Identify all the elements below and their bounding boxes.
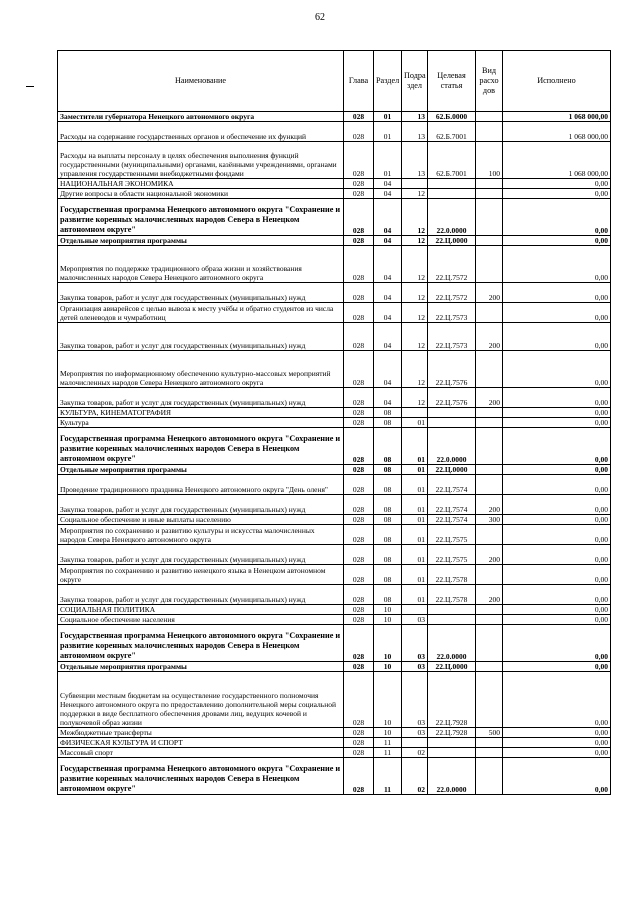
row-target: 22.Ц.7575	[428, 545, 476, 565]
row-name: Закупка товаров, работ и услуг для государственных (муниципальных) нужд	[58, 283, 344, 303]
row-target: 62.Б.7001	[428, 142, 476, 179]
row-executed: 0,00	[503, 428, 611, 465]
row-chapter: 028	[344, 323, 374, 351]
row-target: 22.Ц.7574	[428, 475, 476, 495]
budget-execution-table	[57, 50, 611, 795]
row-executed: 0,00	[503, 585, 611, 605]
row-chapter: 028	[344, 625, 374, 662]
row-type: 200	[476, 323, 503, 351]
row-section: 10	[374, 662, 402, 672]
row-executed: 0,00	[503, 565, 611, 585]
row-subsection	[402, 738, 428, 748]
table-row	[58, 672, 611, 728]
row-subsection: 12	[402, 388, 428, 408]
row-chapter: 028	[344, 758, 374, 795]
table-row	[58, 189, 611, 199]
table-row	[58, 465, 611, 475]
row-target	[428, 179, 476, 189]
row-chapter: 028	[344, 672, 374, 728]
row-target: 62.Б.0000	[428, 112, 476, 122]
row-target: 22.0.0000	[428, 199, 476, 236]
row-executed: 0,00	[503, 475, 611, 495]
row-executed: 0,00	[503, 728, 611, 738]
row-name: Государственная программа Ненецкого автономного округа "Сохранение и развитие коренных малочисленных народов Севера в Ненецком автономном округе"	[58, 758, 344, 795]
table-row	[58, 388, 611, 408]
row-target: 22.Ц.7576	[428, 388, 476, 408]
table-row	[58, 738, 611, 748]
row-name: Закупка товаров, работ и услуг для государственных (муниципальных) нужд	[58, 388, 344, 408]
row-target	[428, 748, 476, 758]
row-executed: 0,00	[503, 323, 611, 351]
row-subsection: 02	[402, 758, 428, 795]
row-type: 500	[476, 728, 503, 738]
row-type	[476, 351, 503, 388]
row-subsection: 01	[402, 525, 428, 545]
row-section: 11	[374, 758, 402, 795]
row-subsection: 03	[402, 728, 428, 738]
row-section: 08	[374, 475, 402, 495]
row-executed: 0,00	[503, 303, 611, 323]
row-target: 22.Ц.0000	[428, 465, 476, 475]
row-name: Культура	[58, 418, 344, 428]
row-name: Мероприятия по поддержке традиционного образа жизни и хозяйствования малочисленных народов Севера Ненецкого автономного округа	[58, 246, 344, 283]
row-target: 22.Ц.7573	[428, 303, 476, 323]
row-section: 01	[374, 122, 402, 142]
row-executed: 0,00	[503, 545, 611, 565]
row-type	[476, 625, 503, 662]
row-chapter: 028	[344, 303, 374, 323]
row-section: 08	[374, 565, 402, 585]
row-executed: 0,00	[503, 495, 611, 515]
row-type: 200	[476, 585, 503, 605]
row-section: 01	[374, 142, 402, 179]
table-row	[58, 408, 611, 418]
table-row	[58, 515, 611, 525]
row-type: 200	[476, 388, 503, 408]
row-section: 08	[374, 428, 402, 465]
row-subsection: 03	[402, 662, 428, 672]
row-type	[476, 615, 503, 625]
row-subsection: 01	[402, 495, 428, 515]
row-section: 04	[374, 283, 402, 303]
table-row	[58, 351, 611, 388]
table-row	[58, 142, 611, 179]
row-executed: 1 068 000,00	[503, 112, 611, 122]
row-type	[476, 738, 503, 748]
row-subsection	[402, 179, 428, 189]
row-type	[476, 475, 503, 495]
header-executed: Исполнено	[503, 51, 611, 112]
table-row	[58, 283, 611, 303]
row-chapter: 028	[344, 662, 374, 672]
row-executed: 0,00	[503, 199, 611, 236]
row-section: 04	[374, 351, 402, 388]
row-subsection	[402, 605, 428, 615]
row-executed: 0,00	[503, 525, 611, 545]
row-chapter: 028	[344, 388, 374, 408]
row-section: 10	[374, 625, 402, 662]
row-section: 04	[374, 246, 402, 283]
row-name: Государственная программа Ненецкого автономного округа "Сохранение и развитие коренных малочисленных народов Севера в Ненецком автономном округе"	[58, 428, 344, 465]
row-section: 10	[374, 615, 402, 625]
row-name: Отдельные мероприятия программы	[58, 662, 344, 672]
row-subsection: 02	[402, 748, 428, 758]
row-subsection: 01	[402, 465, 428, 475]
row-type	[476, 246, 503, 283]
row-name: Государственная программа Ненецкого автономного округа "Сохранение и развитие коренных малочисленных народов Севера в Ненецком автономном округе"	[58, 625, 344, 662]
row-section: 11	[374, 748, 402, 758]
row-name: Отдельные мероприятия программы	[58, 236, 344, 246]
header-subsection: Подра здел	[402, 51, 428, 112]
table-row	[58, 728, 611, 738]
header-chapter: Глава	[344, 51, 374, 112]
row-subsection: 03	[402, 672, 428, 728]
row-name: Организация авиарейсов с целью вывоза к месту учёбы и обратно студентов из числа детей оленеводов и чумработниц	[58, 303, 344, 323]
row-name: Отдельные мероприятия программы	[58, 465, 344, 475]
row-executed: 0,00	[503, 615, 611, 625]
row-name: Закупка товаров, работ и услуг для государственных (муниципальных) нужд	[58, 585, 344, 605]
row-chapter: 028	[344, 515, 374, 525]
row-chapter: 028	[344, 179, 374, 189]
row-executed: 0,00	[503, 236, 611, 246]
row-name: Закупка товаров, работ и услуг для государственных (муниципальных) нужд	[58, 323, 344, 351]
row-chapter: 028	[344, 748, 374, 758]
table-row	[58, 758, 611, 795]
row-name: Мероприятия по сохранению и развитию культуры и искусства малочисленных народов Севера Ненецкого автономного округа	[58, 525, 344, 545]
row-chapter: 028	[344, 408, 374, 418]
row-name: Проведение традиционного праздника Ненецкого автономного округа "День оленя"	[58, 475, 344, 495]
row-executed: 0,00	[503, 418, 611, 428]
row-type	[476, 179, 503, 189]
row-executed: 0,00	[503, 465, 611, 475]
row-executed: 0,00	[503, 662, 611, 672]
row-section: 08	[374, 495, 402, 515]
row-subsection: 01	[402, 418, 428, 428]
row-section: 04	[374, 236, 402, 246]
table-row	[58, 615, 611, 625]
row-target: 62.Б.7001	[428, 122, 476, 142]
table-row	[58, 112, 611, 122]
row-executed: 0,00	[503, 625, 611, 662]
row-subsection: 13	[402, 122, 428, 142]
row-name: Другие вопросы в области национальной экономики	[58, 189, 344, 199]
row-type	[476, 418, 503, 428]
row-chapter: 028	[344, 418, 374, 428]
row-target	[428, 418, 476, 428]
row-section: 04	[374, 303, 402, 323]
row-target: 22.Ц.7578	[428, 565, 476, 585]
row-executed: 0,00	[503, 758, 611, 795]
row-chapter: 028	[344, 475, 374, 495]
table-row	[58, 545, 611, 565]
row-type	[476, 189, 503, 199]
row-subsection: 01	[402, 565, 428, 585]
row-type: 200	[476, 283, 503, 303]
row-section: 04	[374, 388, 402, 408]
row-subsection: 12	[402, 303, 428, 323]
table-row	[58, 748, 611, 758]
row-type	[476, 112, 503, 122]
row-executed: 0,00	[503, 189, 611, 199]
row-type: 100	[476, 142, 503, 179]
row-chapter: 028	[344, 525, 374, 545]
row-chapter: 028	[344, 585, 374, 605]
table-row	[58, 565, 611, 585]
row-type	[476, 236, 503, 246]
row-executed: 0,00	[503, 605, 611, 615]
row-target: 22.Ц.7928	[428, 672, 476, 728]
row-chapter: 028	[344, 428, 374, 465]
table-row	[58, 625, 611, 662]
row-name: Субвенции местным бюджетам на осуществление государственного полномочия Ненецкого автономного округа по предоставлению дополнительной меры социальной поддержки в виде бесплатного обеспечения дровами лиц, ведущих кочевой и полукочевой образ жизни	[58, 672, 344, 728]
row-target	[428, 615, 476, 625]
row-type	[476, 408, 503, 418]
row-name: Социальное обеспечение населения	[58, 615, 344, 625]
row-name: Массовый спорт	[58, 748, 344, 758]
row-type	[476, 605, 503, 615]
row-subsection: 01	[402, 428, 428, 465]
table-row	[58, 122, 611, 142]
header-section: Раздел	[374, 51, 402, 112]
margin-mark	[26, 86, 34, 87]
row-target: 22.Ц.7576	[428, 351, 476, 388]
row-section: 08	[374, 465, 402, 475]
row-name: Мероприятия по сохранению и развитию ненецкого языка в Ненецком автономном округе	[58, 565, 344, 585]
row-section: 08	[374, 515, 402, 525]
header-name: Наименование	[58, 51, 344, 112]
row-chapter: 028	[344, 605, 374, 615]
row-chapter: 028	[344, 189, 374, 199]
row-target: 22.0.0000	[428, 758, 476, 795]
row-section: 08	[374, 545, 402, 565]
row-subsection: 12	[402, 189, 428, 199]
row-subsection: 01	[402, 585, 428, 605]
page-number: 62	[315, 12, 325, 23]
row-section: 08	[374, 418, 402, 428]
row-name: ФИЗИЧЕСКАЯ КУЛЬТУРА И СПОРТ	[58, 738, 344, 748]
row-name: Социальное обеспечение и иные выплаты населению	[58, 515, 344, 525]
row-section: 10	[374, 605, 402, 615]
row-section: 10	[374, 728, 402, 738]
row-target: 22.Ц.7572	[428, 283, 476, 303]
row-chapter: 028	[344, 565, 374, 585]
row-target: 22.Ц.7578	[428, 585, 476, 605]
table-row	[58, 246, 611, 283]
row-section: 04	[374, 199, 402, 236]
row-type: 300	[476, 515, 503, 525]
row-subsection: 01	[402, 545, 428, 565]
row-section: 11	[374, 738, 402, 748]
row-target	[428, 408, 476, 418]
row-chapter: 028	[344, 199, 374, 236]
row-type	[476, 748, 503, 758]
row-executed: 0,00	[503, 408, 611, 418]
row-target: 22.Ц.7574	[428, 515, 476, 525]
row-chapter: 028	[344, 122, 374, 142]
row-target: 22.Ц.7928	[428, 728, 476, 738]
row-chapter: 028	[344, 283, 374, 303]
row-executed: 0,00	[503, 748, 611, 758]
row-type	[476, 662, 503, 672]
row-subsection: 03	[402, 625, 428, 662]
row-section: 04	[374, 189, 402, 199]
row-name: СОЦИАЛЬНАЯ ПОЛИТИКА	[58, 605, 344, 615]
row-target	[428, 738, 476, 748]
row-chapter: 028	[344, 246, 374, 283]
table-row	[58, 475, 611, 495]
row-type: 200	[476, 495, 503, 515]
row-executed: 0,00	[503, 246, 611, 283]
table-row	[58, 585, 611, 605]
table-row	[58, 495, 611, 515]
table-row	[58, 179, 611, 189]
row-target: 22.Ц.7574	[428, 495, 476, 515]
row-section: 04	[374, 179, 402, 189]
row-name: Государственная программа Ненецкого автономного округа "Сохранение и развитие коренных малочисленных народов Севера в Ненецком автономном округе"	[58, 199, 344, 236]
row-chapter: 028	[344, 738, 374, 748]
table-row	[58, 662, 611, 672]
row-name: НАЦИОНАЛЬНАЯ ЭКОНОМИКА	[58, 179, 344, 189]
row-chapter: 028	[344, 728, 374, 738]
row-section: 04	[374, 323, 402, 351]
row-executed: 0,00	[503, 672, 611, 728]
row-type	[476, 758, 503, 795]
header-expense-type: Вид расхо дов	[476, 51, 503, 112]
row-name: Межбюджетные трансферты	[58, 728, 344, 738]
row-type	[476, 199, 503, 236]
row-name: Закупка товаров, работ и услуг для государственных (муниципальных) нужд	[58, 545, 344, 565]
row-chapter: 028	[344, 495, 374, 515]
row-section: 08	[374, 585, 402, 605]
row-subsection	[402, 408, 428, 418]
row-subsection: 12	[402, 323, 428, 351]
row-type	[476, 565, 503, 585]
row-chapter: 028	[344, 615, 374, 625]
row-target	[428, 605, 476, 615]
row-target: 22.Ц.7572	[428, 246, 476, 283]
row-section: 01	[374, 112, 402, 122]
row-chapter: 028	[344, 351, 374, 388]
row-section: 10	[374, 672, 402, 728]
row-target	[428, 189, 476, 199]
row-subsection: 13	[402, 142, 428, 179]
table-row	[58, 418, 611, 428]
row-type: 200	[476, 545, 503, 565]
row-type	[476, 465, 503, 475]
row-executed: 1 068 000,00	[503, 142, 611, 179]
table-row	[58, 303, 611, 323]
row-section: 08	[374, 525, 402, 545]
table-row	[58, 199, 611, 236]
row-subsection: 12	[402, 199, 428, 236]
row-name: Мероприятия по информационному обеспечению культурно-массовых мероприятий малочисленных народов Севера Ненецкого автономного округа	[58, 351, 344, 388]
row-subsection: 13	[402, 112, 428, 122]
row-section: 08	[374, 408, 402, 418]
row-subsection: 01	[402, 475, 428, 495]
row-subsection: 12	[402, 246, 428, 283]
row-type	[476, 672, 503, 728]
row-target: 22.Ц.7575	[428, 525, 476, 545]
row-chapter: 028	[344, 236, 374, 246]
row-type	[476, 303, 503, 323]
row-target: 22.Ц.0000	[428, 662, 476, 672]
row-type	[476, 122, 503, 142]
row-chapter: 028	[344, 142, 374, 179]
row-name: Закупка товаров, работ и услуг для государственных (муниципальных) нужд	[58, 495, 344, 515]
row-chapter: 028	[344, 545, 374, 565]
row-executed: 0,00	[503, 515, 611, 525]
table-row	[58, 428, 611, 465]
table-row	[58, 605, 611, 615]
row-type	[476, 428, 503, 465]
row-chapter: 028	[344, 465, 374, 475]
row-executed: 0,00	[503, 179, 611, 189]
header-target-article: Целевая статья	[428, 51, 476, 112]
row-name: Заместители губернатора Ненецкого автономного округа	[58, 112, 344, 122]
table-row	[58, 323, 611, 351]
row-name: Расходы на выплаты персоналу в целях обеспечения выполнения функций государственными (муниципальными) органами, казёнными учреждениями, органами управления государственными внебюджетными фондами	[58, 142, 344, 179]
row-subsection: 03	[402, 615, 428, 625]
row-subsection: 01	[402, 515, 428, 525]
row-subsection: 12	[402, 351, 428, 388]
row-type	[476, 525, 503, 545]
row-executed: 0,00	[503, 351, 611, 388]
table-row	[58, 525, 611, 545]
row-target: 22.0.0000	[428, 428, 476, 465]
row-name: Расходы на содержание государственных органов и обеспечение их функций	[58, 122, 344, 142]
row-subsection: 12	[402, 236, 428, 246]
row-target: 22.0.0000	[428, 625, 476, 662]
row-executed: 0,00	[503, 283, 611, 303]
table-row	[58, 236, 611, 246]
table-header-row	[58, 51, 611, 112]
row-subsection: 12	[402, 283, 428, 303]
row-target: 22.Ц.0000	[428, 236, 476, 246]
row-executed: 0,00	[503, 738, 611, 748]
row-chapter: 028	[344, 112, 374, 122]
row-executed: 1 068 000,00	[503, 122, 611, 142]
row-executed: 0,00	[503, 388, 611, 408]
row-name: КУЛЬТУРА, КИНЕМАТОГРАФИЯ	[58, 408, 344, 418]
row-target: 22.Ц.7573	[428, 323, 476, 351]
